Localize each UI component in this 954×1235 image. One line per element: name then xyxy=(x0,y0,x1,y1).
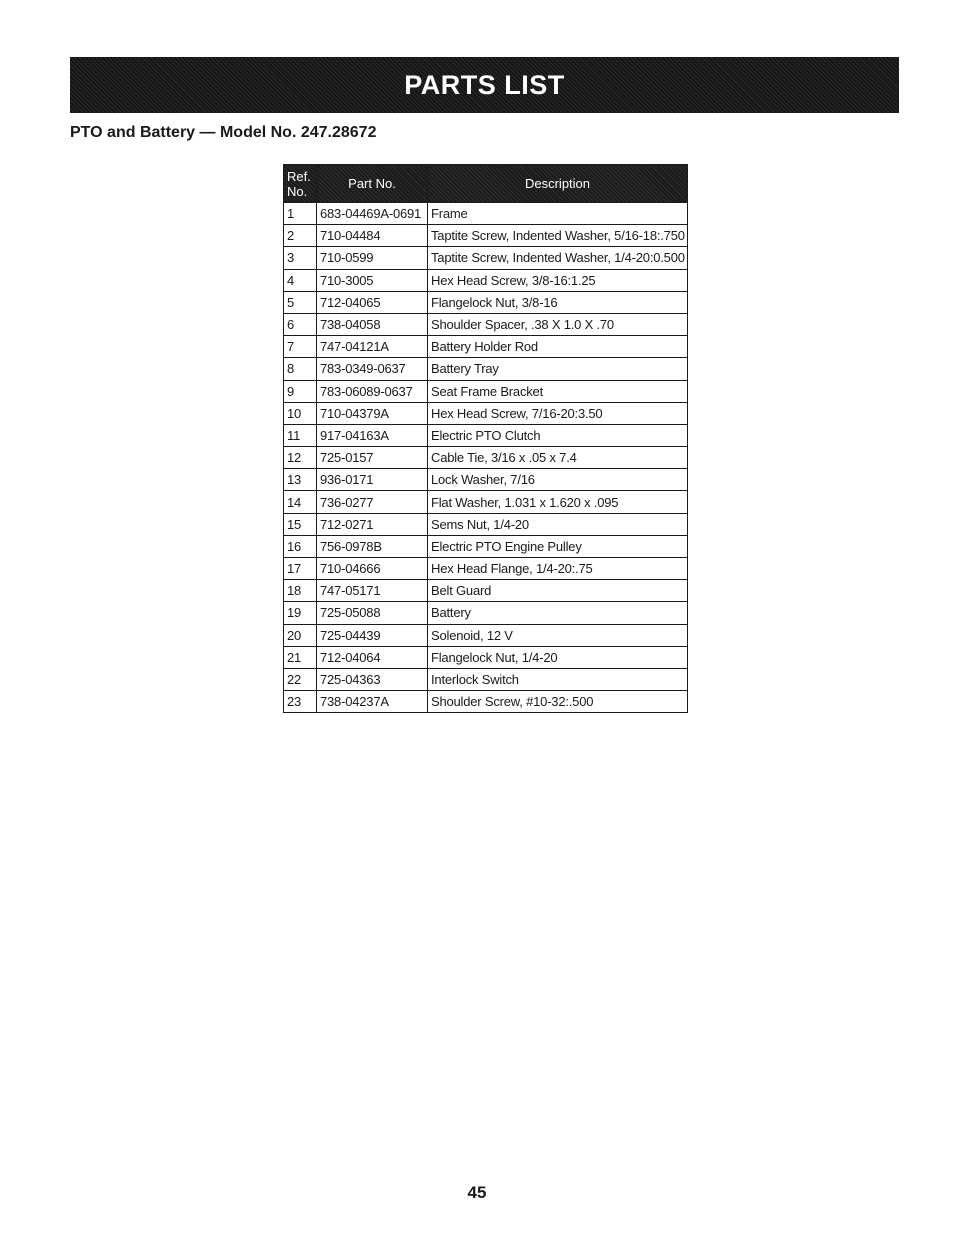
column-header-description: Description xyxy=(428,165,688,203)
table-row xyxy=(284,380,688,402)
ref-no-cell: 23 xyxy=(284,691,317,713)
ref-no-cell: 8 xyxy=(284,358,317,380)
description-cell: Electric PTO Clutch xyxy=(428,424,688,446)
ref-no-cell: 12 xyxy=(284,447,317,469)
description-cell: Flangelock Nut, 1/4-20 xyxy=(428,646,688,668)
table-row xyxy=(284,513,688,535)
part-no-cell: 710-3005 xyxy=(317,269,428,291)
description-cell: Hex Head Screw, 7/16-20:3.50 xyxy=(428,402,688,424)
description-cell: Shoulder Spacer, .38 X 1.0 X .70 xyxy=(428,313,688,335)
part-no-cell: 725-04363 xyxy=(317,668,428,690)
ref-no-cell: 3 xyxy=(284,247,317,269)
table-row xyxy=(284,424,688,446)
part-no-cell: 710-04484 xyxy=(317,225,428,247)
part-no-cell: 738-04237A xyxy=(317,691,428,713)
description-cell: Flangelock Nut, 3/8-16 xyxy=(428,291,688,313)
description-cell: Frame xyxy=(428,203,688,225)
column-header-part-no: Part No. xyxy=(317,165,428,203)
part-no-cell: 747-05171 xyxy=(317,580,428,602)
description-cell: Belt Guard xyxy=(428,580,688,602)
part-no-cell: 747-04121A xyxy=(317,336,428,358)
ref-no-cell: 9 xyxy=(284,380,317,402)
description-cell: Cable Tie, 3/16 x .05 x 7.4 xyxy=(428,447,688,469)
parts-table-body xyxy=(284,203,688,713)
table-row xyxy=(284,602,688,624)
parts-table xyxy=(283,164,688,713)
ref-no-cell: 22 xyxy=(284,668,317,690)
table-row xyxy=(284,225,688,247)
ref-no-cell: 6 xyxy=(284,313,317,335)
ref-no-cell: 10 xyxy=(284,402,317,424)
ref-no-cell: 15 xyxy=(284,513,317,535)
parts-list-banner xyxy=(70,57,899,113)
table-row xyxy=(284,313,688,335)
ref-no-cell: 2 xyxy=(284,225,317,247)
description-cell: Lock Washer, 7/16 xyxy=(428,469,688,491)
table-row xyxy=(284,203,688,225)
column-header-ref-no xyxy=(284,165,317,203)
ref-no-cell: 18 xyxy=(284,580,317,602)
section-subtitle: PTO and Battery — Model No. 247.28672 xyxy=(70,124,377,141)
ref-header-line1: Ref. xyxy=(287,168,311,184)
part-no-cell: 725-05088 xyxy=(317,602,428,624)
description-cell: Sems Nut, 1/4-20 xyxy=(428,513,688,535)
ref-no-cell: 14 xyxy=(284,491,317,513)
part-no-cell: 725-04439 xyxy=(317,624,428,646)
ref-no-cell: 21 xyxy=(284,646,317,668)
part-no-cell: 712-0271 xyxy=(317,513,428,535)
table-row xyxy=(284,469,688,491)
part-no-cell: 710-04379A xyxy=(317,402,428,424)
page-number: 45 xyxy=(467,1183,487,1202)
part-no-cell: 683-04469A-0691 xyxy=(317,203,428,225)
ref-no-cell: 11 xyxy=(284,424,317,446)
table-row xyxy=(284,402,688,424)
description-cell: Taptite Screw, Indented Washer, 1/4-20:0.500 xyxy=(428,247,688,269)
table-row xyxy=(284,668,688,690)
table-row xyxy=(284,580,688,602)
ref-no-cell: 5 xyxy=(284,291,317,313)
table-row xyxy=(284,291,688,313)
table-row xyxy=(284,336,688,358)
description-cell: Battery Tray xyxy=(428,358,688,380)
table-row xyxy=(284,247,688,269)
ref-no-cell: 16 xyxy=(284,535,317,557)
description-cell: Electric PTO Engine Pulley xyxy=(428,535,688,557)
ref-no-cell: 20 xyxy=(284,624,317,646)
part-no-cell: 783-0349-0637 xyxy=(317,358,428,380)
ref-no-cell: 13 xyxy=(284,469,317,491)
table-row xyxy=(284,646,688,668)
table-row xyxy=(284,269,688,291)
table-row xyxy=(284,447,688,469)
description-cell: Shoulder Screw, #10-32:.500 xyxy=(428,691,688,713)
page-title: PARTS LIST xyxy=(404,69,565,100)
description-cell: Battery xyxy=(428,602,688,624)
part-no-cell: 936-0171 xyxy=(317,469,428,491)
part-no-cell: 756-0978B xyxy=(317,535,428,557)
description-cell: Interlock Switch xyxy=(428,668,688,690)
part-no-cell: 710-04666 xyxy=(317,558,428,580)
description-cell: Solenoid, 12 V xyxy=(428,624,688,646)
table-row xyxy=(284,558,688,580)
ref-no-cell: 4 xyxy=(284,269,317,291)
part-no-cell: 710-0599 xyxy=(317,247,428,269)
description-cell: Seat Frame Bracket xyxy=(428,380,688,402)
ref-no-cell: 19 xyxy=(284,602,317,624)
table-row xyxy=(284,535,688,557)
ref-no-cell: 7 xyxy=(284,336,317,358)
table-row xyxy=(284,624,688,646)
ref-header-line2: No. xyxy=(287,183,308,199)
description-cell: Taptite Screw, Indented Washer, 5/16-18:.750 xyxy=(428,225,688,247)
ref-no-cell: 1 xyxy=(284,203,317,225)
part-no-cell: 725-0157 xyxy=(317,447,428,469)
table-row xyxy=(284,358,688,380)
description-cell: Flat Washer, 1.031 x 1.620 x .095 xyxy=(428,491,688,513)
part-no-cell: 738-04058 xyxy=(317,313,428,335)
description-cell: Hex Head Screw, 3/8-16:1.25 xyxy=(428,269,688,291)
description-cell: Battery Holder Rod xyxy=(428,336,688,358)
part-no-cell: 736-0277 xyxy=(317,491,428,513)
part-no-cell: 917-04163A xyxy=(317,424,428,446)
ref-no-cell: 17 xyxy=(284,558,317,580)
table-header-row xyxy=(284,165,688,203)
description-cell: Hex Head Flange, 1/4-20:.75 xyxy=(428,558,688,580)
part-no-cell: 783-06089-0637 xyxy=(317,380,428,402)
table-row xyxy=(284,491,688,513)
table-row xyxy=(284,691,688,713)
part-no-cell: 712-04064 xyxy=(317,646,428,668)
part-no-cell: 712-04065 xyxy=(317,291,428,313)
